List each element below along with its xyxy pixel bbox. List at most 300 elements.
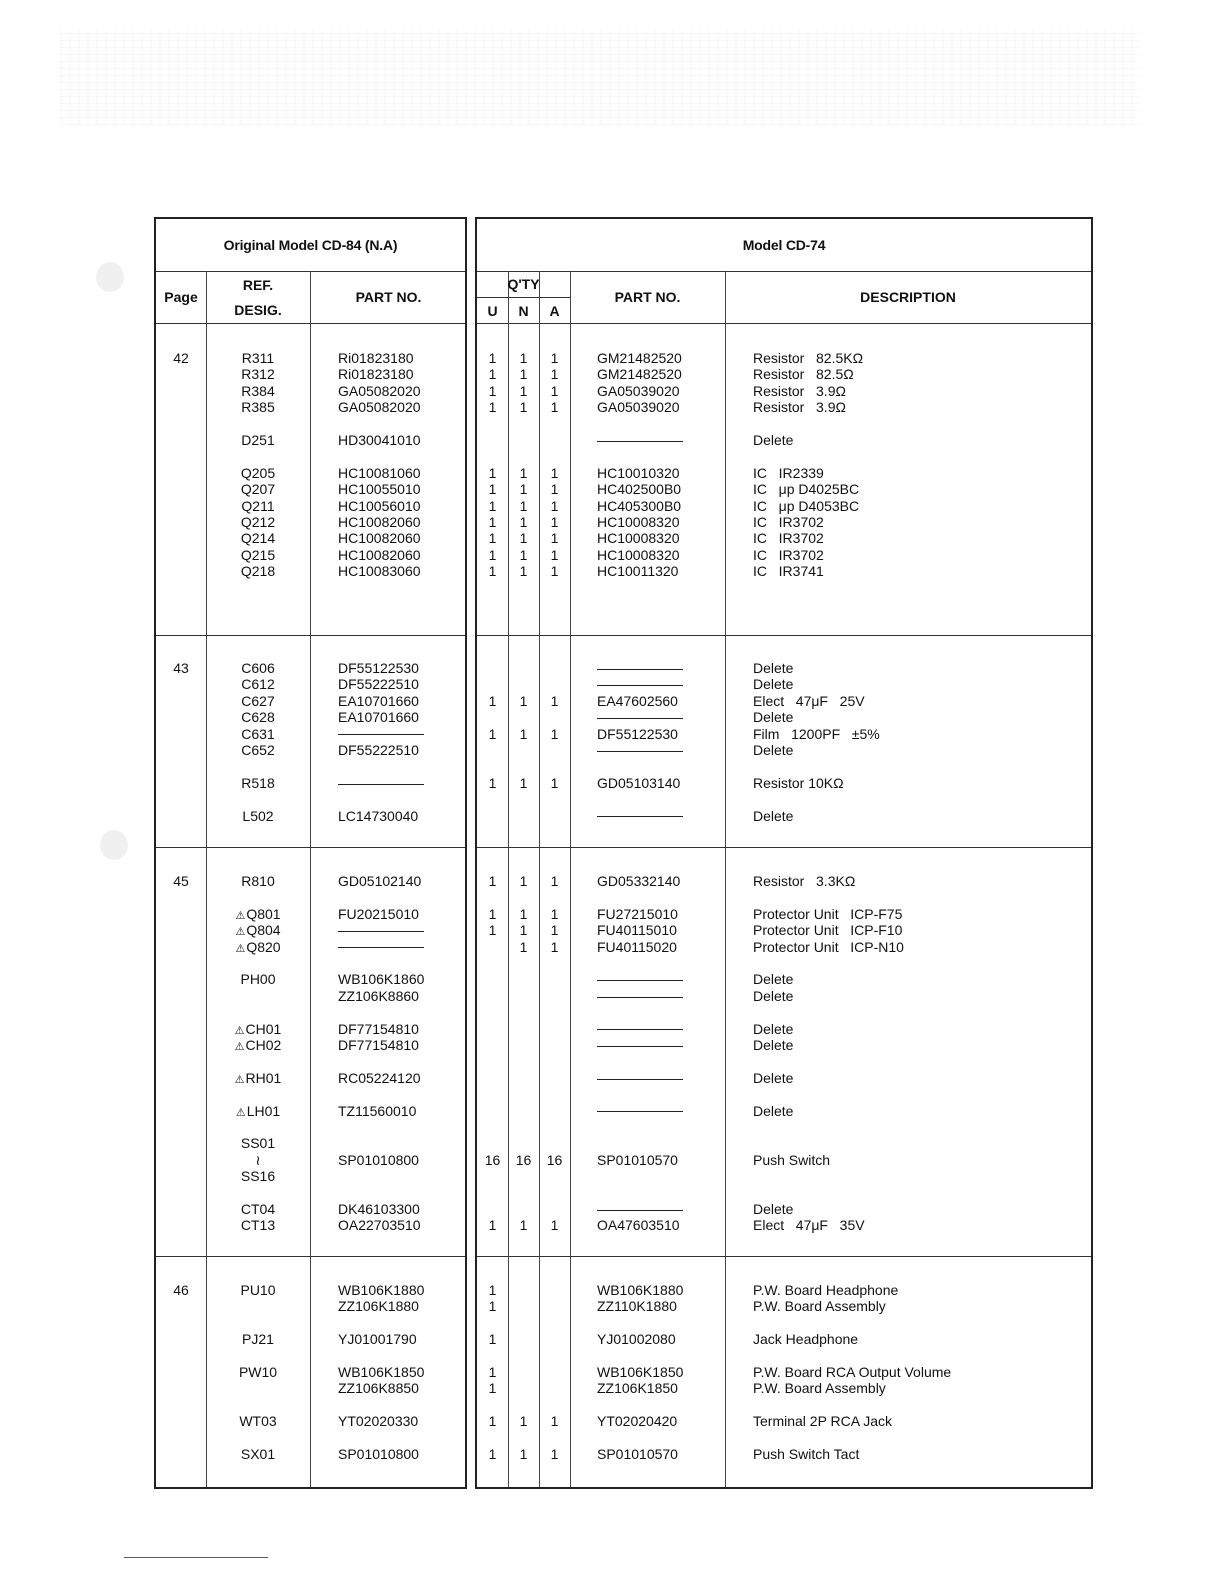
original-part-no: HC10081060 [338,464,421,481]
new-part-no: FU40115020 [597,938,677,955]
ref-label: CT04 [240,1201,276,1217]
new-part-no: OA47603510 [597,1217,680,1234]
original-part-no [338,775,424,791]
qty-u: 1 [488,1413,497,1430]
dash-line [597,685,683,686]
new-part-no: SP01010570 [597,1446,678,1462]
ref-label: ≀ [255,1151,261,1168]
new-part-no: EA47602560 [597,692,678,709]
qty-n: 1 [519,922,528,939]
new-part-no: HC10008320 [597,546,680,563]
qty-n: 1 [519,382,528,399]
ref-designator [206,465,310,481]
ref-designator [206,498,310,514]
qty-a: 1 [550,563,559,580]
ref-designator [206,563,310,579]
ref-label: Q804 [246,922,281,939]
ref-label: Q212 [240,514,276,530]
ref-designator [206,676,310,692]
qty-n: 1 [519,1217,528,1234]
new-part-no [597,971,683,987]
qty-n: 1 [519,464,528,481]
qty-u: 1 [488,350,497,366]
right-title: Model CD-74 [742,237,826,253]
new-part-no: GM21482520 [597,350,682,366]
qty-u: 1 [488,1380,497,1397]
col-divider [725,271,726,1487]
description: Resistor 3.3KΩ [753,873,856,889]
ref-label: PH00 [240,971,276,988]
ref-label: SS16 [240,1168,276,1185]
ref-label: RH01 [245,1069,282,1086]
original-part-no: EA10701660 [338,692,419,709]
dash-line [338,784,424,785]
new-part-no [597,676,683,692]
original-part-no: DF77154810 [338,1020,419,1037]
description: Delete [753,660,794,676]
description: Delete [753,1069,794,1086]
original-part-no: HC10082060 [338,514,421,530]
description: Protector Unit ICP-N10 [753,938,904,955]
dash-line [597,1046,683,1047]
original-part-no [338,726,424,742]
safety-warning-icon: ⚠ [235,909,246,922]
original-part-no: DK46103300 [338,1201,420,1217]
qty-u: 1 [488,692,497,709]
dash-line [597,718,683,719]
description: IC IR2339 [753,464,824,481]
dash-line [597,997,683,998]
ref-designator [206,775,310,791]
description: Delete [753,987,794,1004]
qty-n: 1 [519,497,528,514]
ref-designator [206,808,310,824]
description: IC μp D4025BC [753,481,860,498]
qty-u: 1 [488,464,497,481]
new-part-no: GD05332140 [597,873,681,889]
new-part-no [597,660,683,676]
ref-designator [206,1331,310,1347]
ref-label: C631 [241,725,275,742]
dash-line [597,1079,683,1080]
qty-n: 1 [519,1413,528,1430]
qty-a: 1 [550,546,559,563]
new-part-no [597,808,683,824]
qty-u: 1 [488,563,497,580]
qty-a: 1 [550,382,559,399]
qty-n: 1 [519,399,528,416]
qty-n: 1 [519,1446,528,1462]
description: Delete [753,432,794,448]
new-part-no: YT02020420 [597,1413,678,1430]
original-part-no: TZ11560010 [338,1102,417,1119]
original-part-no: OA22703510 [338,1217,421,1234]
original-part-no: SP01010800 [338,1446,419,1462]
qty-a: 1 [550,464,559,481]
original-part-no [338,939,424,955]
new-part-no: GA05039020 [597,399,680,416]
ref-label: R810 [241,873,275,889]
ref-label: Q207 [240,481,276,498]
qty-a: 1 [550,1446,559,1462]
section-divider [477,1256,1091,1257]
safety-warning-icon: ⚠ [234,1041,245,1053]
description: Delete [753,676,794,693]
col-header-new-part-no: PART NO. [614,289,681,305]
qty-a: 1 [550,905,559,922]
new-part-no [597,988,683,1004]
qty-n: 1 [519,938,528,955]
original-model-panel [154,217,467,1489]
col-divider [570,271,571,1487]
ref-designator [206,530,310,546]
qty-u: 1 [488,1364,497,1380]
ref-designator [206,1364,310,1380]
new-part-no: HC10010320 [597,464,680,481]
qty-u: 1 [488,774,497,791]
ref-designator [206,1152,310,1168]
description: IC IR3702 [753,530,824,547]
description: Delete [753,1201,794,1217]
new-part-no: FU40115010 [597,922,677,939]
ref-label: CH02 [245,1037,282,1053]
description: Delete [753,1037,794,1053]
dash-line [338,931,424,932]
ref-label: WT03 [239,1413,277,1430]
dash-line [597,1111,683,1112]
qty-u: 1 [488,873,497,889]
dash-line [597,816,683,817]
safety-warning-icon: ⚠ [234,1073,245,1086]
new-part-no: GM21482520 [597,366,682,383]
original-part-no: RC05224120 [338,1069,421,1086]
qty-a: 1 [550,530,559,547]
qty-a: 1 [550,366,559,383]
new-part-no [597,1021,683,1037]
original-part-no: YJ01001790 [338,1331,417,1348]
original-part-no: GA05082020 [338,399,421,416]
new-part-no: ZZ110K1880 [597,1298,677,1315]
ref-designator [206,547,310,563]
dash-line [597,1210,683,1211]
ref-label: R385 [241,399,275,416]
ref-label: Q215 [240,546,276,563]
qty-a: 1 [550,350,559,366]
description: Jack Headphone [753,1331,859,1348]
qty-a: 1 [550,1217,559,1234]
ref-designator [206,1103,310,1121]
original-part-no: DF55122530 [338,660,419,676]
new-part-no [597,742,683,758]
col-header-a: A [549,303,560,319]
qty-n: 1 [519,546,528,563]
original-part-no: WB106K1860 [338,971,425,988]
ref-designator [206,432,310,448]
dash-line [338,947,424,948]
scan-blot [100,830,128,860]
page-number: 46 [173,1282,189,1298]
new-part-no: GA05039020 [597,382,680,399]
ref-designator [206,481,310,497]
description: Resistor 82.5KΩ [753,350,864,366]
new-model-panel [475,217,1093,1489]
section-divider [477,847,1091,848]
original-part-no: HC10082060 [338,546,421,563]
qty-n: 1 [519,692,528,709]
ref-label: LH01 [246,1102,281,1119]
description: IC μp D4053BC [753,497,860,514]
page-number: 42 [173,350,189,366]
description: IC IR3702 [753,546,824,563]
qty-n: 1 [519,873,528,889]
qty-n: 16 [515,1151,532,1168]
qty-a: 1 [550,481,559,498]
scan-noise-2 [60,30,1140,125]
qty-u: 1 [488,905,497,922]
qty-u: 16 [484,1151,501,1168]
description: Delete [753,709,794,726]
description: Delete [753,1020,794,1037]
qty-a: 1 [550,774,559,791]
qty-u: 1 [488,366,497,383]
ref-label: SS01 [240,1135,276,1152]
qty-u: 1 [488,1446,497,1462]
original-part-no: WB106K1880 [338,1282,425,1298]
description: Push Switch [753,1151,831,1168]
qty-a: 1 [550,725,559,742]
ref-designator [206,1413,310,1429]
qty-n: 1 [519,366,528,383]
dash-line [338,734,424,735]
qty-n: 1 [519,725,528,742]
qty-u: 1 [488,497,497,514]
page-number: 45 [173,873,189,889]
new-part-no: WB106K1850 [597,1364,684,1380]
description: P.W. Board Assembly [753,1298,886,1315]
ref-label: Q801 [246,905,281,922]
description: Terminal 2P RCA Jack [753,1413,893,1430]
original-part-no: HC10083060 [338,563,421,580]
ref-designator [206,742,310,758]
qty-u: 1 [488,1217,497,1234]
new-part-no [597,709,683,725]
ref-designator [206,383,310,399]
original-part-no: ZZ106K8860 [338,987,419,1004]
col-header-page: Page [164,289,198,305]
qty-a: 16 [546,1151,563,1168]
original-part-no: YT02020330 [338,1413,419,1430]
ref-label: R311 [241,350,275,366]
qty-u: 1 [488,514,497,530]
ref-label: C627 [241,692,275,709]
qty-a: 1 [550,873,559,889]
ref-designator [206,1037,310,1055]
qty-a: 1 [550,399,559,416]
ref-designator [206,1282,310,1298]
col-header-ref-bottom: DESIG. [234,302,282,318]
ref-designator [206,939,310,957]
qty-u: 1 [488,922,497,939]
description: Resistor 10KΩ [753,774,844,791]
ref-label: Q820 [246,938,281,955]
description: Protector Unit ICP-F10 [753,922,903,939]
ref-designator [206,1217,310,1233]
new-part-no: SP01010570 [597,1151,678,1168]
dash-line [597,669,683,670]
new-part-no: FU27215010 [597,905,678,922]
qty-n: 1 [519,530,528,547]
description: Delete [753,742,794,758]
new-part-no: WB106K1880 [597,1282,684,1298]
qty-a: 1 [550,1413,559,1430]
original-part-no: HC10082060 [338,530,421,547]
section-divider [156,635,465,636]
ref-label: R518 [241,774,275,791]
new-part-no [597,1103,683,1119]
ref-label: CH01 [245,1020,282,1037]
new-part-no: HC405300B0 [597,497,682,514]
ref-designator [206,1446,310,1462]
original-part-no: ZZ106K1880 [338,1298,419,1315]
qty-u: 1 [488,530,497,547]
ref-label: Q214 [240,530,276,547]
qty-u: 1 [488,382,497,399]
original-part-no: Ri01823180 [338,350,414,366]
col-header-n: N [518,303,529,319]
ref-designator [206,514,310,530]
original-part-no: Ri01823180 [338,366,414,383]
original-part-no: FU20215010 [338,905,419,922]
description: Protector Unit ICP-F75 [753,905,903,922]
ref-designator [206,660,310,676]
description: Delete [753,1102,794,1119]
new-part-no: HC402500B0 [597,481,682,498]
qty-u: 1 [488,725,497,742]
ref-label: L502 [242,807,274,824]
original-part-no: HC10055010 [338,481,421,498]
new-part-no [597,1201,683,1217]
qty-divider [477,297,570,298]
ref-designator [206,873,310,889]
qty-a: 1 [550,497,559,514]
dash-line [597,441,683,442]
qty-n: 1 [519,563,528,580]
description: Elect 47μF 35V [753,1217,865,1234]
section-divider [477,635,1091,636]
ref-designator [206,1070,310,1088]
qty-u: 1 [488,546,497,563]
qty-u: 1 [488,481,497,498]
ref-label: Q218 [240,563,276,580]
new-part-no [597,1070,683,1086]
original-part-no: DF77154810 [338,1037,419,1053]
page-number: 43 [173,660,189,676]
ref-label: PJ21 [242,1331,274,1348]
description: IC IR3702 [753,514,824,530]
original-part-no: WB106K1850 [338,1364,425,1380]
original-part-no: GD05102140 [338,873,422,889]
section-divider [156,1256,465,1257]
ref-designator [206,1135,310,1151]
qty-u: 1 [488,1298,497,1315]
description: Elect 47μF 25V [753,692,865,709]
ref-label: PW10 [238,1364,278,1380]
ref-label: C628 [241,709,275,726]
ref-designator [206,726,310,742]
description: P.W. Board RCA Output Volume [753,1364,952,1380]
underline-mark [124,1557,268,1558]
scan-blot [96,262,124,292]
original-part-no [338,922,424,938]
original-part-no: EA10701660 [338,709,419,726]
original-part-no: HC10056010 [338,497,421,514]
ref-designator [206,350,310,366]
dash-line [597,980,683,981]
ref-designator [206,1201,310,1217]
safety-warning-icon: ⚠ [235,1106,246,1119]
col-header-part-no: PART NO. [355,289,422,305]
dash-line [597,751,683,752]
safety-warning-icon: ⚠ [234,1024,245,1037]
ref-label: R384 [241,382,275,399]
original-part-no: HD30041010 [338,432,421,448]
ref-designator [206,366,310,382]
col-header-qty: Q'TY [507,276,540,292]
description: P.W. Board Assembly [753,1380,886,1397]
qty-a: 1 [550,692,559,709]
original-part-no: DF55222510 [338,742,419,758]
dash-line [597,1029,683,1030]
ref-designator [206,693,310,709]
description: P.W. Board Headphone [753,1282,899,1298]
new-part-no [597,432,683,448]
description: Delete [753,807,794,824]
description: Push Switch Tact [753,1446,860,1462]
ref-label: Q205 [240,464,276,481]
ref-label: PU10 [240,1282,276,1298]
col-header-u: U [487,303,498,319]
new-part-no: HC10008320 [597,530,680,547]
description: IC IR3741 [753,563,824,580]
qty-a: 1 [550,938,559,955]
new-part-no: DF55122530 [597,725,678,742]
description: Resistor 3.9Ω [753,382,846,399]
ref-label: D251 [241,432,275,448]
new-part-no: GD05103140 [597,774,681,791]
ref-label: CT13 [240,1217,276,1234]
new-part-no [597,1037,683,1053]
description: Delete [753,971,794,988]
description: Resistor 82.5Ω [753,366,854,383]
qty-u: 1 [488,1331,497,1348]
qty-n: 1 [519,905,528,922]
ref-designator [206,971,310,987]
qty-n: 1 [519,514,528,530]
qty-a: 1 [550,922,559,939]
description: Resistor 3.9Ω [753,399,846,416]
qty-n: 1 [519,774,528,791]
ref-label: R312 [241,366,275,383]
col-header-ref-top: REF. [242,277,274,293]
original-part-no: GA05082020 [338,382,421,399]
col-header-description: DESCRIPTION [860,289,956,305]
original-part-no: SP01010800 [338,1151,419,1168]
ref-designator [206,1168,310,1184]
qty-n: 1 [519,481,528,498]
ref-label: Q211 [241,497,275,514]
ref-label: SX01 [240,1446,276,1462]
qty-u: 1 [488,399,497,416]
